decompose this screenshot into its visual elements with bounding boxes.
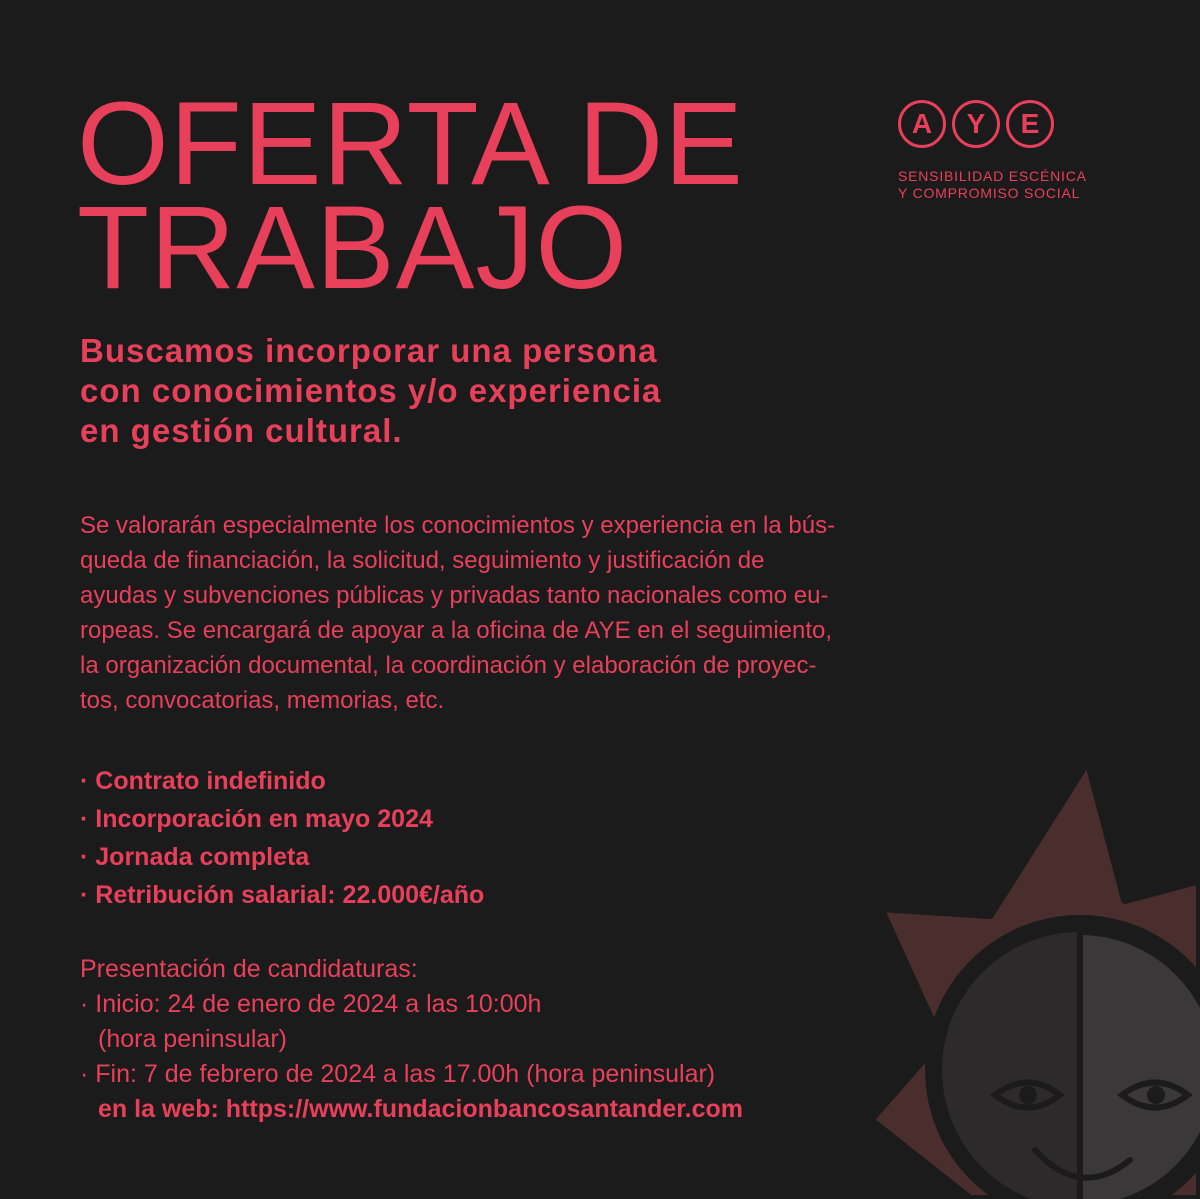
- applications-start-note: (hora peninsular): [98, 1025, 287, 1053]
- condition-start-date: · Incorporación en mayo 2024: [80, 805, 433, 833]
- applications-website[interactable]: en la web: https://www.fundacionbancosantander.com: [98, 1095, 743, 1123]
- conditions-list: [80, 762, 484, 914]
- logo-tagline-line-2: Y COMPROMISO SOCIAL: [898, 185, 1081, 201]
- description-line: la organización documental, la coordinación y elaboración de proyec-: [80, 652, 817, 679]
- logo-tagline-line-1: SENSIBILIDAD ESCÉNICA: [898, 168, 1087, 184]
- applications-section: [80, 952, 743, 1127]
- description-line: Se valorarán especialmente los conocimientos y experiencia en la bús-: [80, 512, 836, 539]
- lead-heading: [80, 331, 661, 451]
- lead-line-2: con conocimientos y/o experiencia: [80, 372, 662, 409]
- logo-letter-y: Y: [952, 100, 1000, 148]
- page-title: [77, 78, 744, 314]
- applications-heading: Presentación de candidaturas:: [80, 955, 418, 983]
- applications-start: · Inicio: 24 de enero de 2024 a las 10:00h: [80, 990, 542, 1018]
- logo-letters: [898, 100, 1128, 148]
- sun-face-illustration: [860, 740, 1200, 1199]
- description-line: ropeas. Se encargará de apoyar a la oficina de AYE en el seguimiento,: [80, 617, 833, 644]
- right-pupil-icon: [1147, 1086, 1165, 1104]
- condition-schedule: · Jornada completa: [80, 843, 310, 871]
- condition-contract: · Contrato indefinido: [80, 767, 326, 795]
- left-pupil-icon: [1019, 1086, 1037, 1104]
- logo-letter-e: E: [1006, 100, 1054, 148]
- logo-letter-a: A: [898, 100, 946, 148]
- condition-salary: · Retribución salarial: 22.000€/año: [80, 881, 485, 909]
- title-line-2: TRABAJO: [77, 182, 629, 314]
- description-line: ayudas y subvenciones públicas y privadas tanto nacionales como eu-: [80, 582, 829, 609]
- lead-line-3: en gestión cultural.: [80, 412, 403, 449]
- description-line: queda de financiación, la solicitud, seguimiento y justificación de: [80, 547, 765, 574]
- applications-end: · Fin: 7 de febrero de 2024 a las 17.00h (hora peninsular): [80, 1060, 716, 1088]
- title-line-1: OFERTA DE: [77, 78, 744, 210]
- logo-tagline: [898, 168, 1128, 202]
- description-paragraph: [80, 508, 835, 718]
- aye-logo: [898, 100, 1128, 202]
- description-line: tos, convocatorias, memorias, etc.: [80, 687, 445, 714]
- lead-line-1: Buscamos incorporar una persona: [80, 332, 658, 369]
